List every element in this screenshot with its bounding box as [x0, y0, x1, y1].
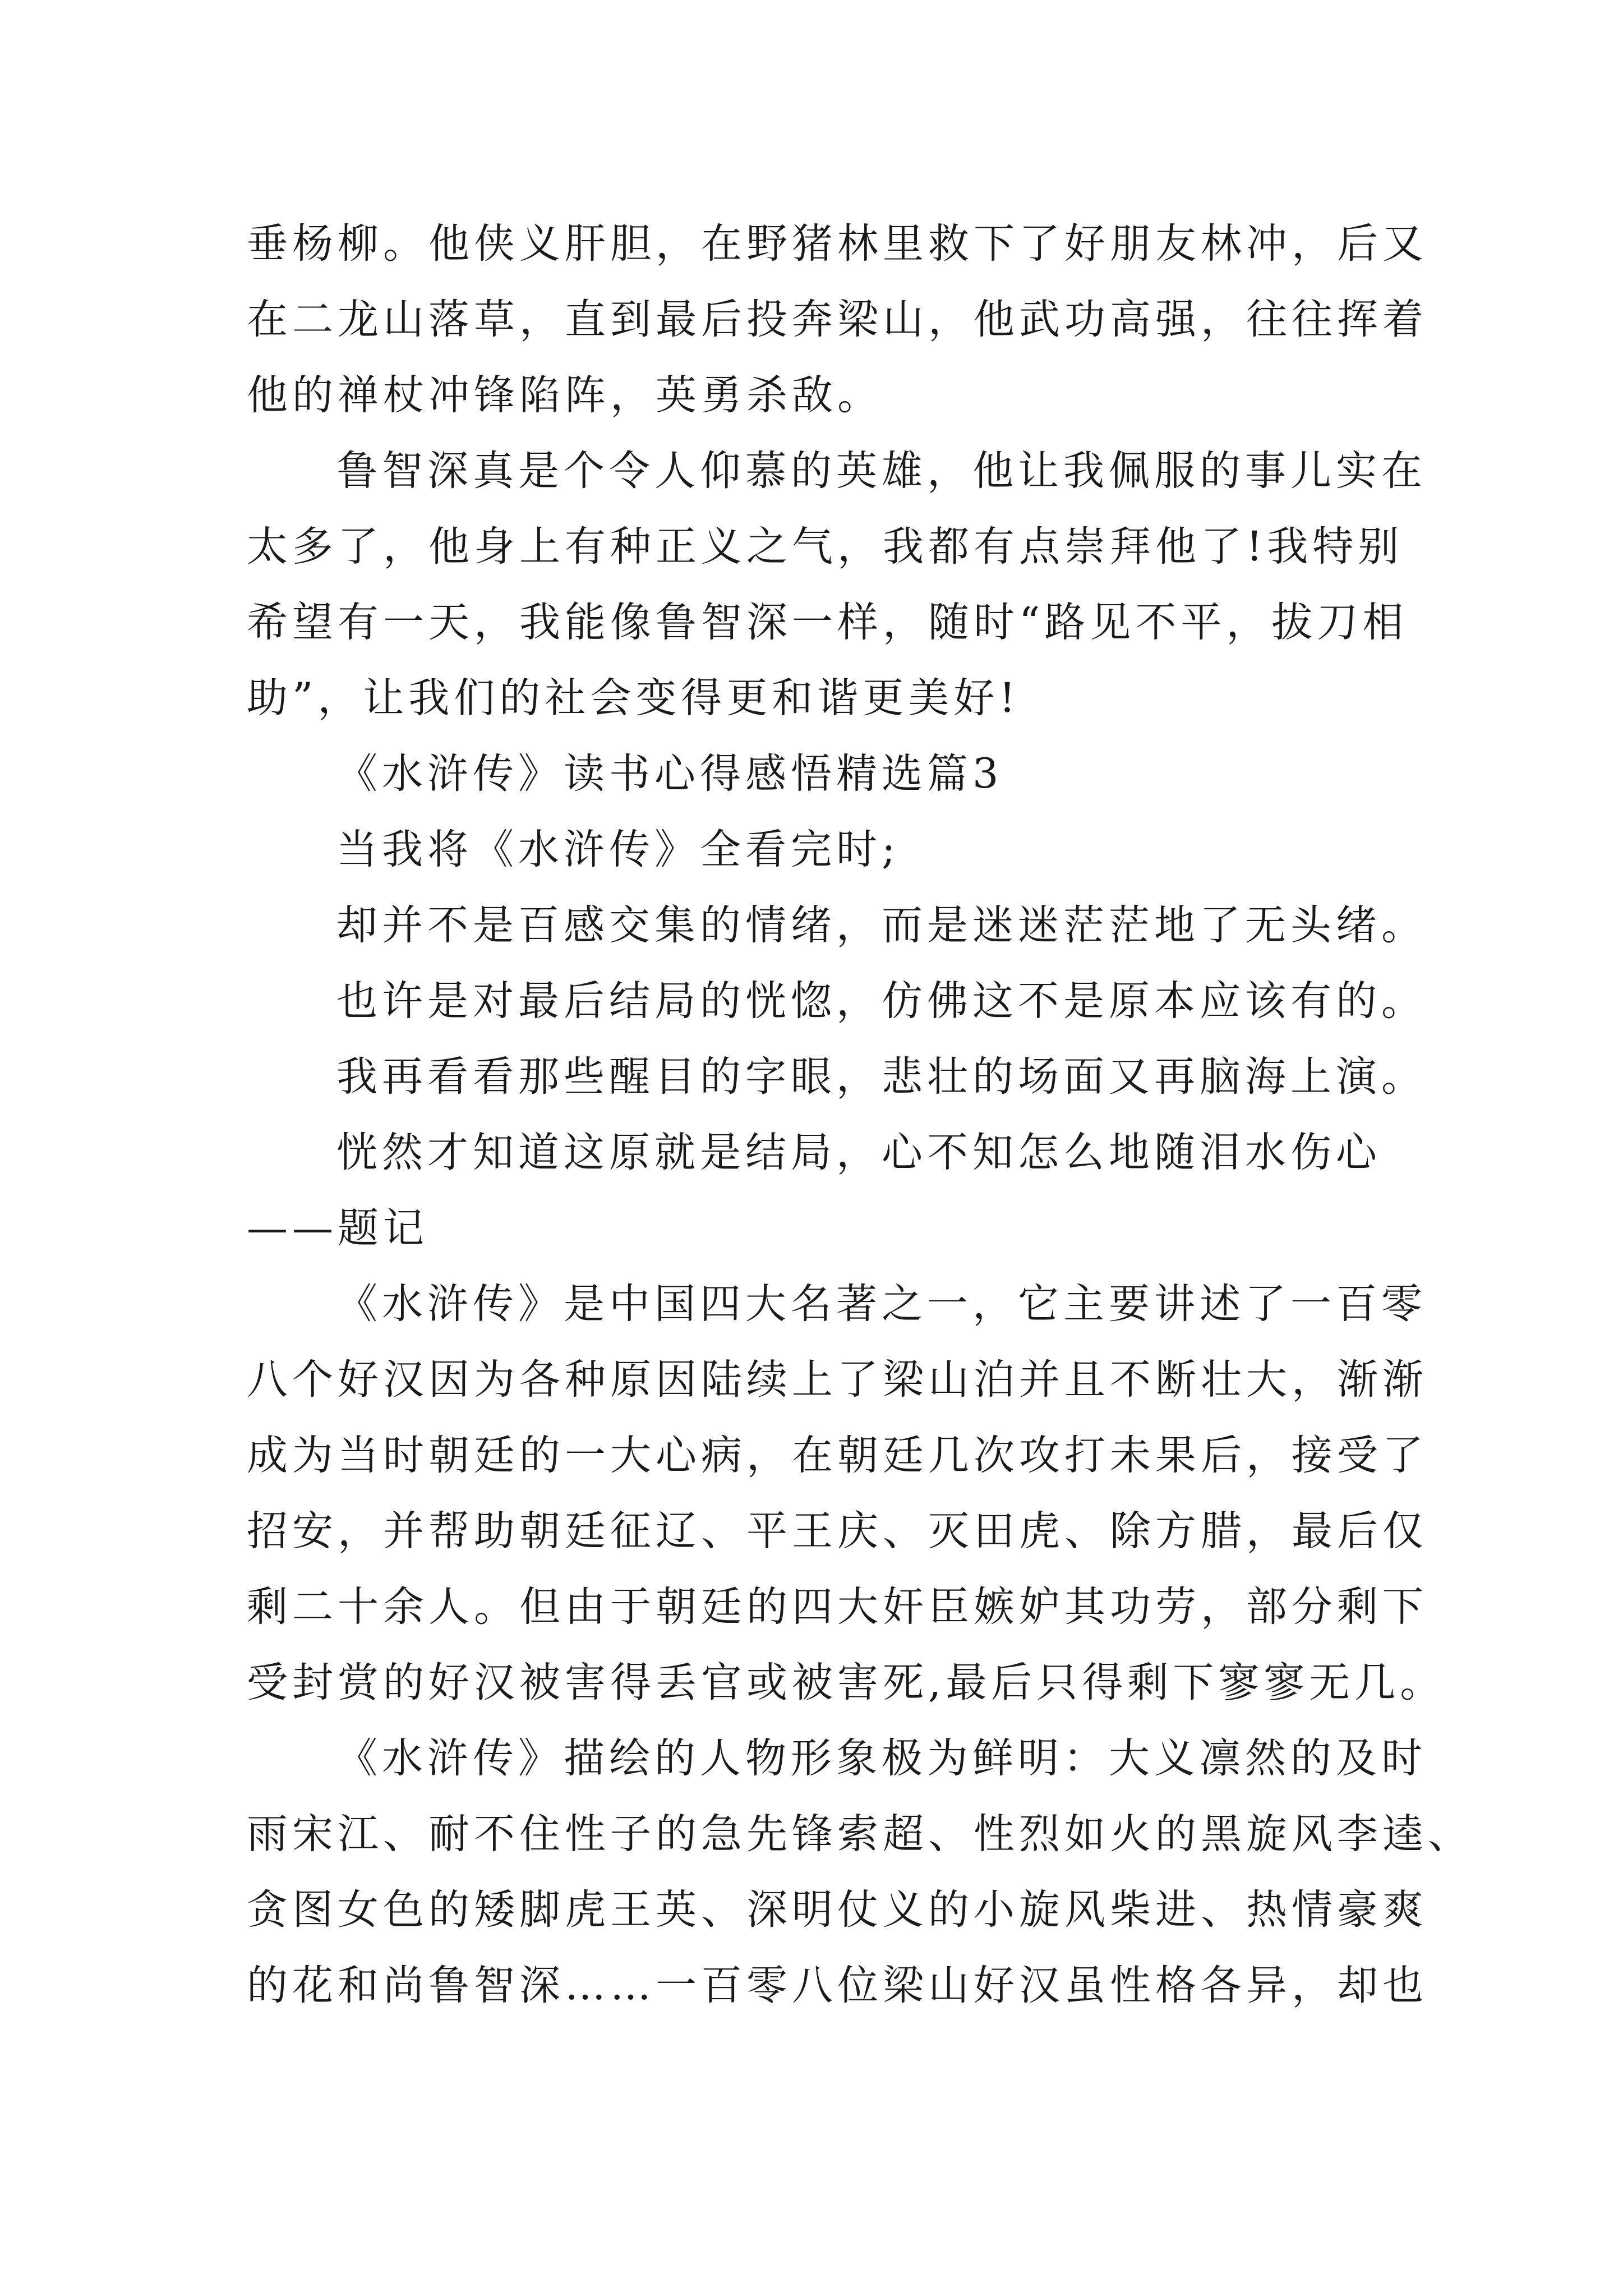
text-line: 剩二十余人。但由于朝廷的四大奸臣嫉妒其功劳，部分剩下 — [247, 1583, 1428, 1631]
text-line: ——题记 — [247, 1204, 428, 1252]
paragraph-first-line: 也许是对最后结局的恍惚，仿佛这不是原本应该有的。 — [336, 977, 1427, 1025]
text-line: 太多了，他身上有种正义之气，我都有点崇拜他了!我特别 — [247, 523, 1404, 570]
text-line: 成为当时朝廷的一大心病，在朝廷几次攻打未果后，接受了 — [247, 1432, 1428, 1479]
text-line: 受封赏的好汉被害得丢官或被害死,最后只得剩下寥寥无几。 — [247, 1659, 1446, 1706]
text-line: 垂杨柳。他侠义肝胆，在野猪林里救下了好朋友林冲，后又 — [247, 220, 1428, 268]
paragraph-first-line: 《水浒传》描绘的人物形象极为鲜明：大义凛然的及时 — [336, 1734, 1427, 1782]
paragraph-first-line: 鲁智深真是个令人仰慕的英雄，他让我佩服的事儿实在 — [336, 447, 1427, 495]
text-line: 招安，并帮助朝廷征辽、平王庆、灭田虎、除方腊，最后仅 — [247, 1507, 1428, 1555]
text-line: 他的禅杖冲锋陷阵，英勇杀敌。 — [247, 371, 883, 419]
text-line: 贪图女色的矮脚虎王英、深明仗义的小旋风柴进、热情豪爽 — [247, 1886, 1428, 1934]
text-line: 八个好汉因为各种原因陆续上了梁山泊并且不断壮大，渐渐 — [247, 1356, 1428, 1404]
paragraph-first-line: 却并不是百感交集的情绪，而是迷迷茫茫地了无头绪。 — [336, 901, 1427, 949]
text-line: 希望有一天，我能像鲁智深一样，随时“路见不平，拔刀相 — [247, 599, 1408, 646]
paragraph-first-line: 《水浒传》是中国四大名著之一，它主要讲述了一百零 — [336, 1280, 1427, 1328]
text-line: 雨宋江、耐不住性子的急先锋索超、性烈如火的黑旋风李逵、 — [247, 1810, 1473, 1858]
paragraph-first-line: 恍然才知道这原就是结局，心不知怎么地随泪水伤心 — [336, 1129, 1381, 1176]
text-line: 的花和尚鲁智深……一百零八位梁山好汉虽性格各异，却也 — [247, 1962, 1428, 2009]
paragraph-first-line: 我再看看那些醒目的字眼，悲壮的场面又再脑海上演。 — [336, 1053, 1427, 1101]
text-line: 助”，让我们的社会变得更和谐更美好! — [247, 674, 1020, 722]
section-heading: 《水浒传》读书心得感悟精选篇3 — [336, 750, 1003, 798]
paragraph-first-line: 当我将《水浒传》全看完时; — [336, 826, 900, 873]
text-line: 在二龙山落草，直到最后投奔梁山，他武功高强，往往挥着 — [247, 296, 1428, 343]
